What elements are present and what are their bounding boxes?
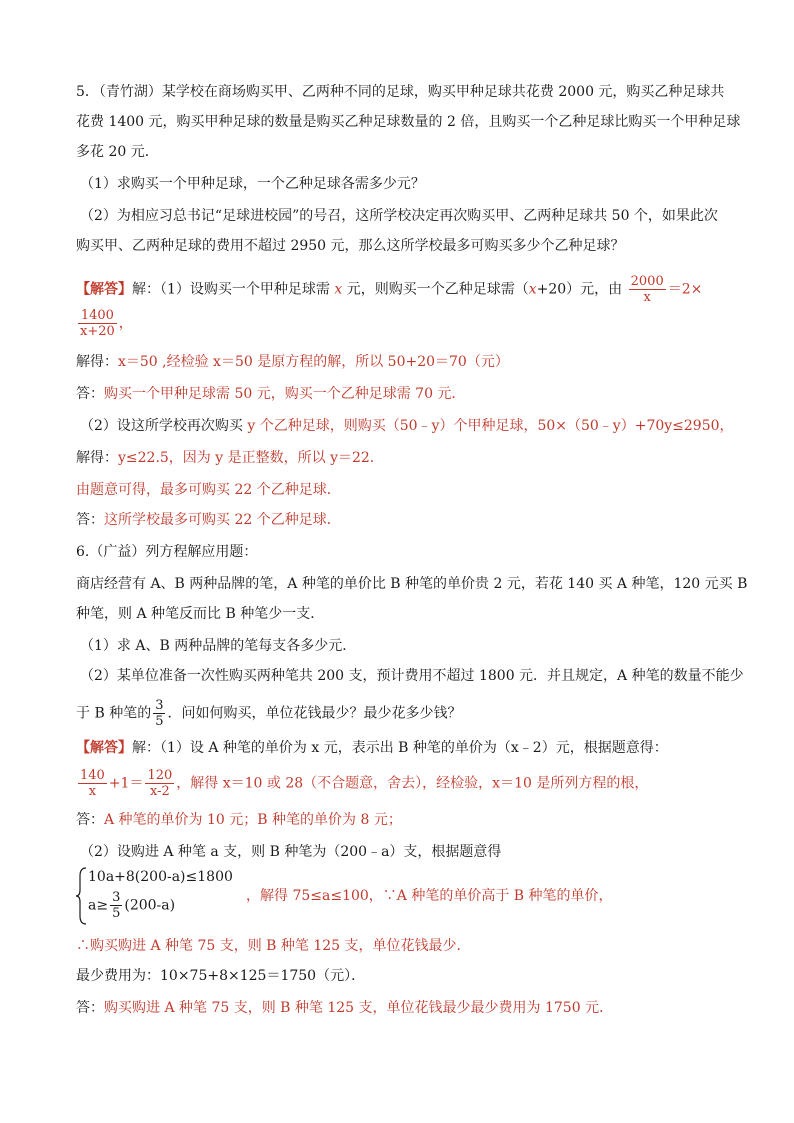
problem-6-equation-line — [76, 768, 648, 799]
solve-label: 解得： — [76, 354, 118, 370]
problem-5-question-2b: 购买甲、乙两种足球的费用不超过 2950 元，那么这所学校最多可购买多少个乙种足球？ — [76, 238, 625, 254]
equation-text: ＝2× — [667, 281, 703, 298]
inequality-system — [76, 866, 246, 926]
fraction-denominator: x — [643, 290, 651, 305]
problem-6-question-1: （1）求 A、B 两种品牌的笔每支各多少元． — [80, 638, 357, 654]
problem-5-line-1: 5．（青竹湖）某学校在商场购买甲、乙两种不同的足球，购买甲种足球共花费 2000 元，购买乙种足球共 — [76, 84, 725, 100]
problem-6-part-2: （2）设购进 A 种笔 a 支，则 B 种笔为（200﹣a）支，根据题意得 — [80, 844, 502, 860]
question-text: 于 B 种笔的 — [76, 705, 152, 722]
problem-5-solution-2 — [76, 448, 384, 468]
problem-6-question-2a: （2）某单位准备一次性购买两种笔共 200 支，预计费用不超过 1800 元．并且规定，A 种笔的数量不能少 — [80, 668, 744, 684]
fraction-numerator: 1400 — [78, 308, 117, 324]
fraction-140-over-x — [78, 768, 107, 799]
problem-6-therefore: ∴购买购进 A 种笔 75 支，则 B 种笔 125 支，单位花钱最少． — [76, 938, 471, 954]
problem-6-line-1: 商店经营有 A、B 两种品牌的笔，A 种笔的单价比 B 种笔的单价贵 2 元，若花 140 买 A 种笔，120 元买 B — [76, 576, 748, 592]
answer-text: 解：（1）设购买一个甲种足球需 — [132, 281, 335, 298]
problem-5-line-2: 花费 1400 元，购买甲种足球的数量是购买乙种足球数量的 2 倍，且购买一个乙种足球比购买一个甲种足球 — [76, 114, 741, 130]
answer-prefix: 答： — [76, 812, 104, 828]
fraction-numerator: 140 — [80, 768, 105, 783]
answer-text: +20）元，由 — [536, 281, 623, 298]
problem-5-answer-line-1 — [76, 274, 702, 305]
fraction-numerator: 3 — [155, 698, 164, 713]
inequality-text: a≥ — [88, 897, 109, 914]
answer-text: A 种笔的单价为 10 元；B 种笔的单价为 8 元； — [104, 812, 402, 828]
fraction-3-over-5 — [153, 698, 165, 729]
problem-5-line-3: 多花 20 元． — [76, 144, 159, 160]
problem-6-answer-line-1 — [76, 738, 668, 758]
problem-5-answer-line-2 — [76, 308, 133, 339]
fraction-denominator: x-2 — [149, 784, 170, 799]
problem-5-conclusion: 由题意可得，最多可购买 22 个乙种足球． — [76, 482, 341, 498]
problem-5-part-2 — [80, 416, 734, 436]
fraction-denominator: 5 — [155, 714, 164, 729]
problem-6-heading: 6.（广益）列方程解应用题： — [76, 544, 258, 560]
problem-5-answer-2 — [76, 510, 341, 530]
left-brace-icon — [76, 866, 88, 926]
fraction-denominator: x — [88, 784, 97, 799]
fraction-120-over-x2 — [145, 768, 174, 799]
equation-text: ， — [118, 315, 133, 332]
solve-text: y≤22.5，因为 y 是正整数，所以 y＝22． — [118, 450, 384, 466]
answer-prefix: 答： — [76, 386, 104, 402]
answer-text: 元，则购买一个乙种足球需（ — [342, 281, 529, 298]
fraction-numerator: 2000 — [630, 274, 664, 289]
answer-prefix: 答： — [76, 1000, 104, 1016]
fraction-3-over-5 — [110, 890, 122, 921]
problem-6-question-2b — [76, 698, 461, 729]
problem-6-answer-1 — [76, 810, 402, 830]
problem-5-question-2a: （2）为相应习总书记“足球进校园”的号召，这所学校决定再次购买甲、乙两种足球共 50 个，如果此次 — [80, 208, 718, 224]
inequality-text: (200-a) — [124, 897, 176, 914]
problem-6-line-2: 种笔，则 A 种笔反而比 B 种笔少一支． — [76, 606, 325, 622]
problem-5-answer-1 — [76, 384, 465, 404]
fraction-2000-over-x — [629, 274, 666, 305]
answer-text: 这所学校最多可购买 22 个乙种足球． — [104, 512, 341, 528]
answer-text: 购买一个甲种足球需 50 元，购买一个乙种足球需 70 元． — [104, 386, 466, 402]
answer-label: 【解答】 — [76, 740, 132, 756]
inequality-1: 10a+8(200-a)≤1800 — [88, 869, 233, 885]
part-2-text: （2）设这所学校再次购买 — [80, 418, 248, 434]
solve-text: x＝50 ,经检验 x＝50 是原方程的解，所以 50+20＝70（元） — [118, 354, 509, 370]
var-x: x — [334, 281, 343, 298]
part-2-equation: y 个乙种足球，则购买（50﹣y）个甲种足球，50×（50﹣y）+70y≤2950， — [247, 418, 734, 434]
inequality-2 — [88, 890, 175, 921]
fraction-1400-over-x20 — [78, 308, 117, 339]
problem-6-final-answer — [76, 998, 613, 1018]
fraction-numerator: 3 — [112, 890, 121, 905]
problem-6-system-solution: ，解得 75≤a≤100，∵A 种笔的单价高于 B 种笔的单价， — [246, 888, 613, 904]
fraction-denominator: x+20 — [80, 324, 115, 339]
question-text: ．问如何购买，单位花钱最少？最少花多少钱？ — [167, 705, 462, 722]
problem-5-solution-1 — [76, 352, 509, 372]
answer-prefix: 答： — [76, 512, 104, 528]
equation-text: ，解得 x＝10 或 28（不合题意，舍去），经检验，x＝10 是所列方程的根， — [176, 775, 649, 792]
fraction-numerator: 120 — [147, 768, 173, 783]
answer-text: 购买购进 A 种笔 75 支，则 B 种笔 125 支，单位花钱最少最少费用为 1750 元． — [104, 1000, 614, 1016]
problem-6-min-cost: 最少费用为：10×75+8×125＝1750（元）． — [76, 968, 366, 984]
var-x: x — [528, 281, 537, 298]
solve-label: 解得： — [76, 450, 118, 466]
fraction-denominator: 5 — [112, 906, 121, 921]
problem-5-question-1: （1）求购买一个甲种足球，一个乙种足球各需多少元？ — [80, 176, 425, 192]
equation-text: +1＝ — [108, 775, 144, 792]
answer-label: 【解答】 — [76, 281, 132, 298]
answer-text: 解：（1）设 A 种笔的单价为 x 元，表示出 B 种笔的单价为（x﹣2）元，根据题意得： — [132, 740, 668, 756]
